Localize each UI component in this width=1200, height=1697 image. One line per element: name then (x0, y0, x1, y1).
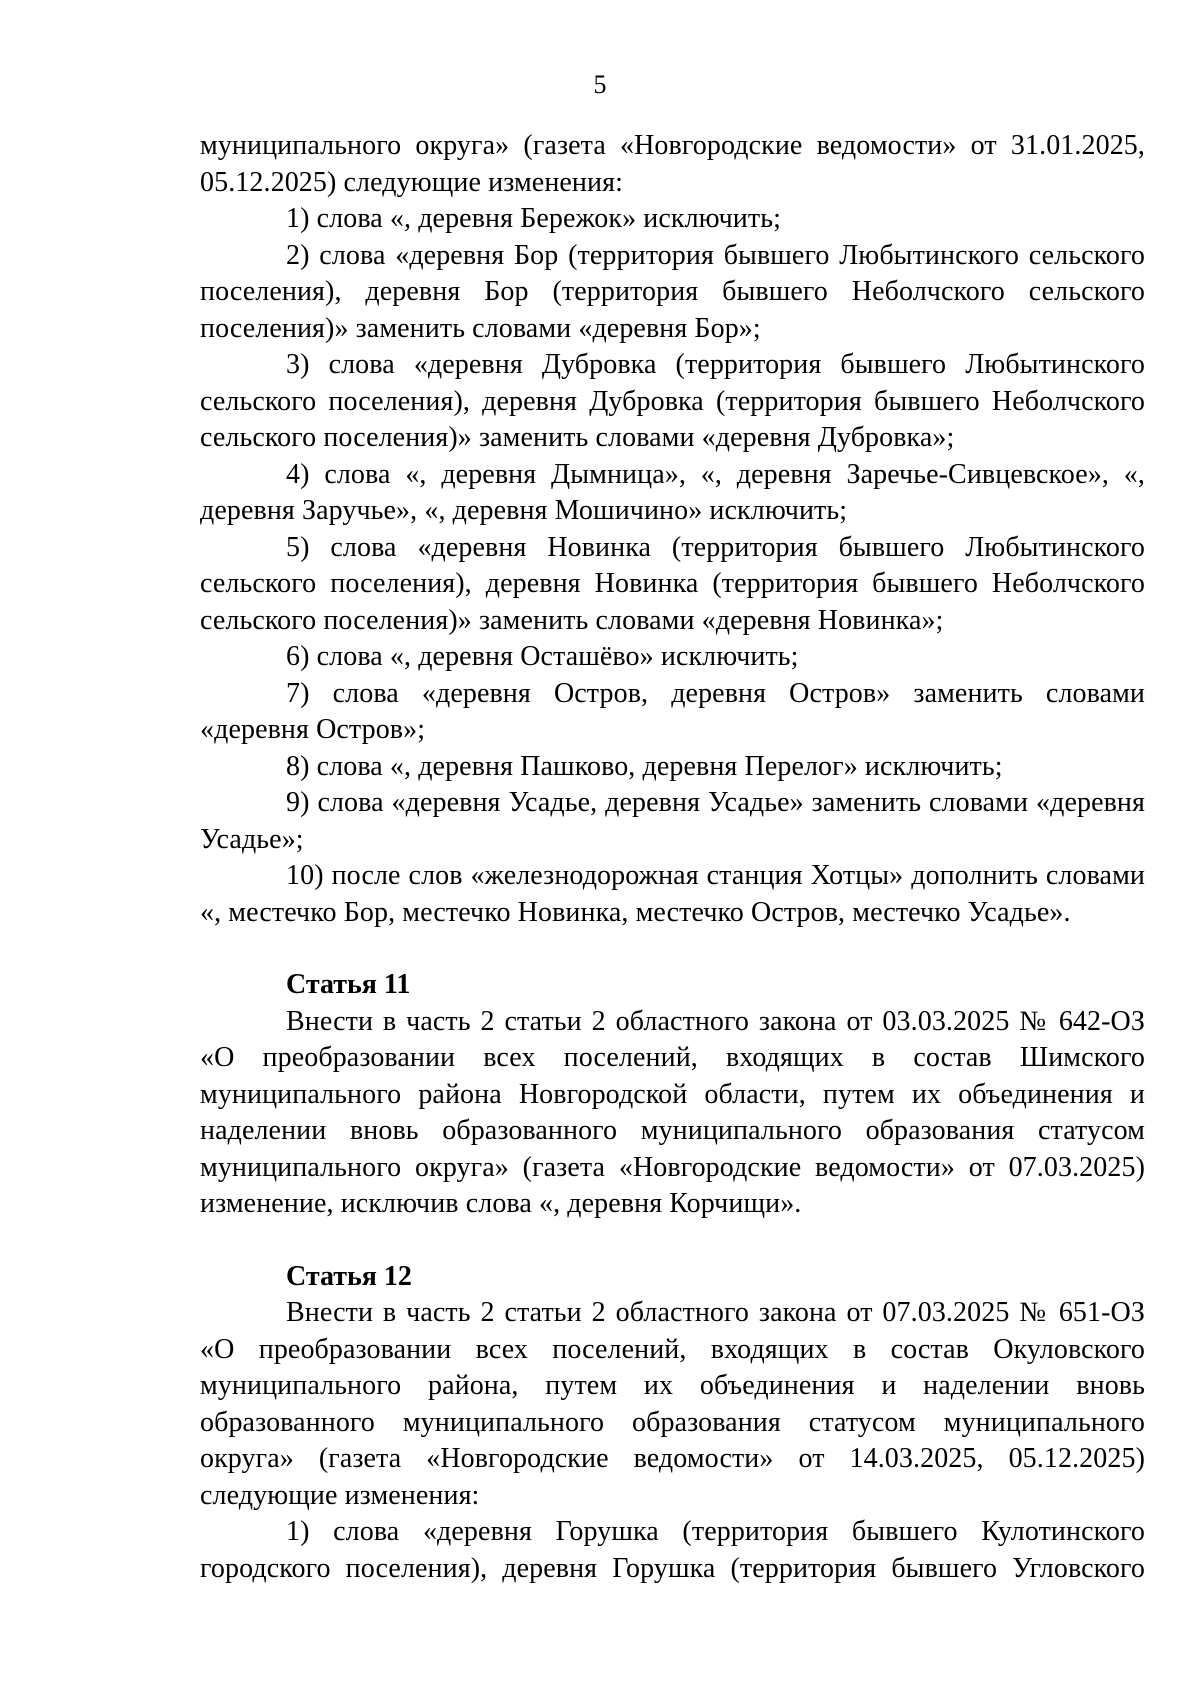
article-12-body (200, 1295, 1145, 1587)
document-body (200, 128, 1145, 1587)
page-number: 5 (593, 70, 607, 99)
paragraph: 9) слова «деревня Усадье, деревня Усадье» заменить словами «деревня Усадье»; (200, 787, 1145, 855)
paragraph: 3) слова «деревня Дубровка (территория бывшего Любытинского сельского поселения), деревня Дубровка (территория бывшего Неболчского сельского поселения)» заменить словами «деревня Дубровка»; (200, 349, 1145, 453)
paragraph: 5) слова «деревня Новинка (территория бывшего Любытинского сельского поселения), деревня Новинка (территория бывшего Неболчского сельского поселения)» заменить словами «деревня Новинка»; (200, 531, 1145, 636)
paragraph: 4) слова «, деревня Дымница», «, деревня Заречье-Сивцевское», «, деревня Заручье», «, деревня Мошичино» исключить; (200, 458, 1145, 526)
paragraph: 8) слова «, деревня Пашково, деревня Перелог» исключить; (286, 750, 1003, 782)
article-12-heading: Статья 12 (286, 1260, 412, 1292)
paragraph: 7) слова «деревня Остров, деревня Остров» заменить словами «деревня Остров»; (200, 677, 1145, 745)
article-11-paragraph: Внести в часть 2 статьи 2 областного закона от 03.03.2025 № 642-ОЗ «О преобразовании всех поселений, входящих в состав Шимского муниципального района Новгородской области, путем их объединения и наделении вновь образованного муниципального образования статусом муниципального округа» (газета «Новгородские ведомости» от 07.03.2025) изменение, исключив слова «, деревня Корчищи». (200, 1005, 1145, 1219)
paragraph: муниципального округа» (газета «Новгородские ведомости» от 31.01.2025, 05.12.2025) следующие изменения: (200, 130, 1145, 198)
article-12-paragraph: Внести в часть 2 статьи 2 областного закона от 07.03.2025 № 651-ОЗ «О преобразовании всех поселений, входящих в состав Окуловского муниципального района, путем их объединения и наделении вновь образованного муниципального образования статусом муниципального округа» (газета «Новгородские ведомости» от 14.03.2025, 05.12.2025) следующие изменения: (200, 1297, 1145, 1511)
article-11-heading: Статья 11 (286, 969, 411, 1000)
paragraph: 1) слова «, деревня Бережок» исключить; (286, 203, 781, 234)
paragraph: 6) слова «, деревня Осташёво» исключить; (286, 641, 799, 672)
article-11-body (200, 1004, 1145, 1223)
paragraph: 10) после слов «железнодорожная станция Хотцы» дополнить словами «, местечко Бор, местечко Новинка, местечко Остров, местечко Усадье». (200, 860, 1145, 928)
amendment-list (200, 128, 1145, 931)
paragraph: 2) слова «деревня Бор (территория бывшего Любытинского сельского поселения), деревня Бор (территория бывшего Неболчского сельского поселения)» заменить словами «деревня Бор»; (200, 239, 1145, 344)
article-12-paragraph: 1) слова «деревня Горушка (территория бывшего Кулотинского городского поселения), деревня Горушка (территория бывшего Угловского (200, 1516, 1145, 1584)
